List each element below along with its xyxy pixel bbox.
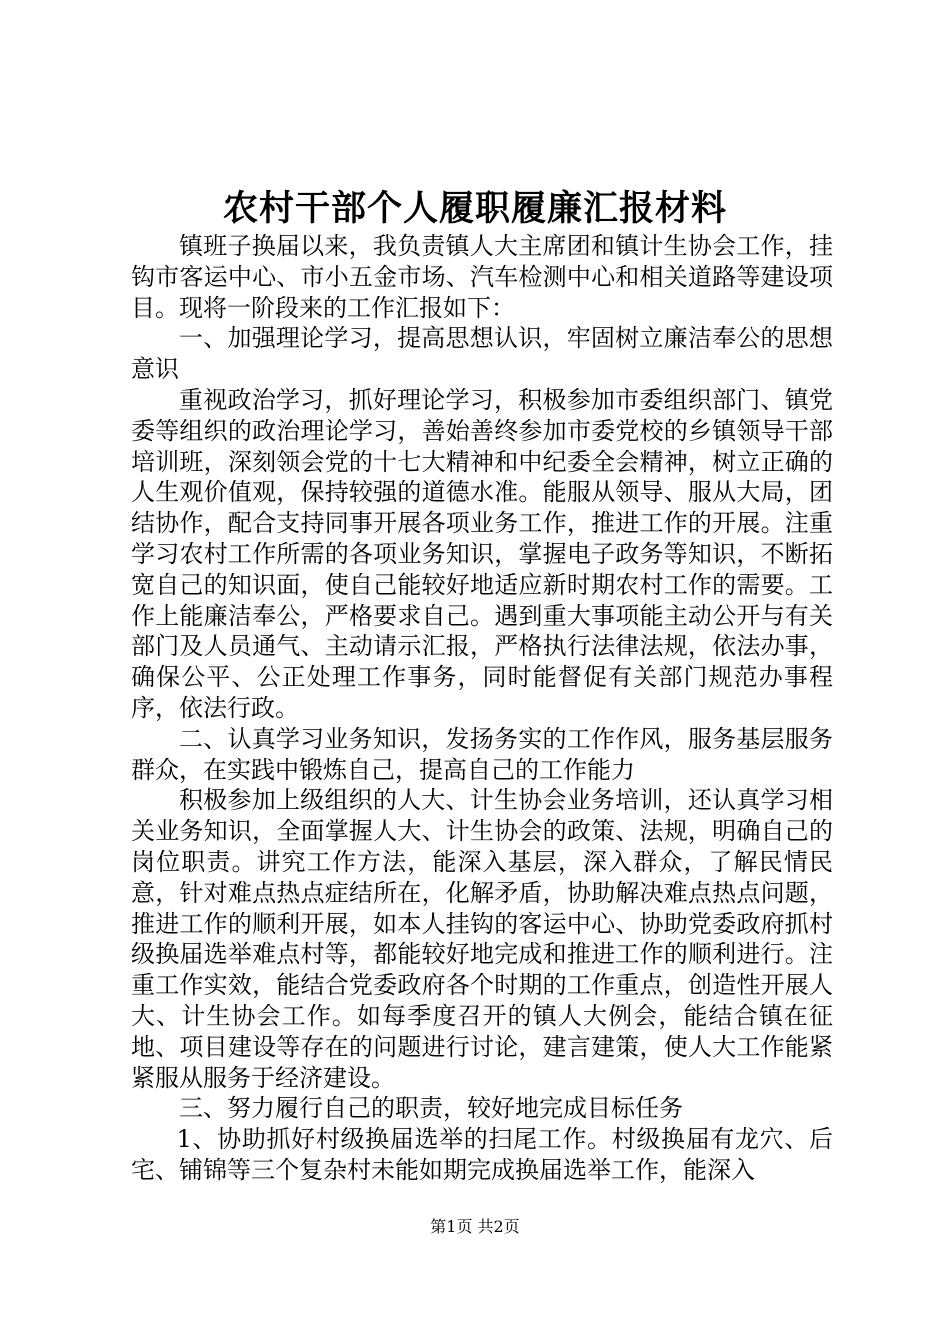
paragraph-section-2: 积极参加上级组织的人大、计生协会业务培训，还认真学习相关业务知识，全面掌握人大、计生协会的政策、法规，明确自己的岗位职责。讲究工作方法，能深入基层，深入群众，了解民情民意，针对难点热点症结所在，化解矛盾，协助解决难点热点问题，推进工作的顺利开展，如本人挂钩的客运中心、协助党委政府抓村级换届选举难点村等，都能较好地完成和推进工作的顺利进行。注重工作实效，能结合党委政府各个时期的工作重点，创造性开展人大、计生协会工作。如每季度召开的镇人大例会，能结合镇在征地、项目建设等存在的问题进行讨论，建言建策，使人大工作能紧紧服从服务于经济建设。: [131, 786, 833, 1092]
paragraph-section-1: 重视政治学习，抓好理论学习，积极参加市委组织部门、镇党委等组织的政治理论学习，善始善终参加市委党校的乡镇领导干部培训班，深刻领会党的十七大精神和中纪委全会精神，树立正确的人生观价值观，保持较强的道德水准。能服从领导、服从大局，团结协作，配合支持同事开展各项业务工作，推进工作的开展。注重学习农村工作所需的各项业务知识，掌握电子政务等知识，不断拓宽自己的知识面，使自己能较好地适应新时期农村工作的需要。工作上能廉洁奉公，严格要求自己。遇到重大事项能主动公开与有关部门及人员通气、主动请示汇报，严格执行法律法规，依法办事，确保公平、公正处理工作事务，同时能督促有关部门规范办事程序，依法行政。: [131, 385, 833, 722]
document-title: 农村干部个人履职履廉汇报材料: [222, 188, 727, 229]
section-heading-1: 一、加强理论学习，提高思想认识，牢固树立廉洁奉公的思想意识: [131, 324, 833, 384]
paragraph-intro: 镇班子换届以来，我负责镇人大主席团和镇计生协会工作，挂钩市客运中心、市小五金市场、汽车检测中心和相关道路等建设项目。现将一阶段来的工作汇报如下：: [131, 232, 833, 322]
section-heading-2: 二、认真学习业务知识，发扬务实的工作作风，服务基层服务群众，在实践中锻炼自己，提高自己的工作能力: [131, 724, 833, 784]
paragraph-item-1: 1、协助抓好村级换届选举的扫尾工作。村级换届有龙穴、后宅、铺锦等三个复杂村未能如期完成换届选举工作，能深入: [131, 1125, 833, 1184]
page-footer: 第1页 共2页: [430, 1217, 520, 1236]
document-body: [131, 231, 833, 1186]
section-heading-3: 三、努力履行自己的职责，较好地完成目标任务: [179, 1094, 683, 1123]
